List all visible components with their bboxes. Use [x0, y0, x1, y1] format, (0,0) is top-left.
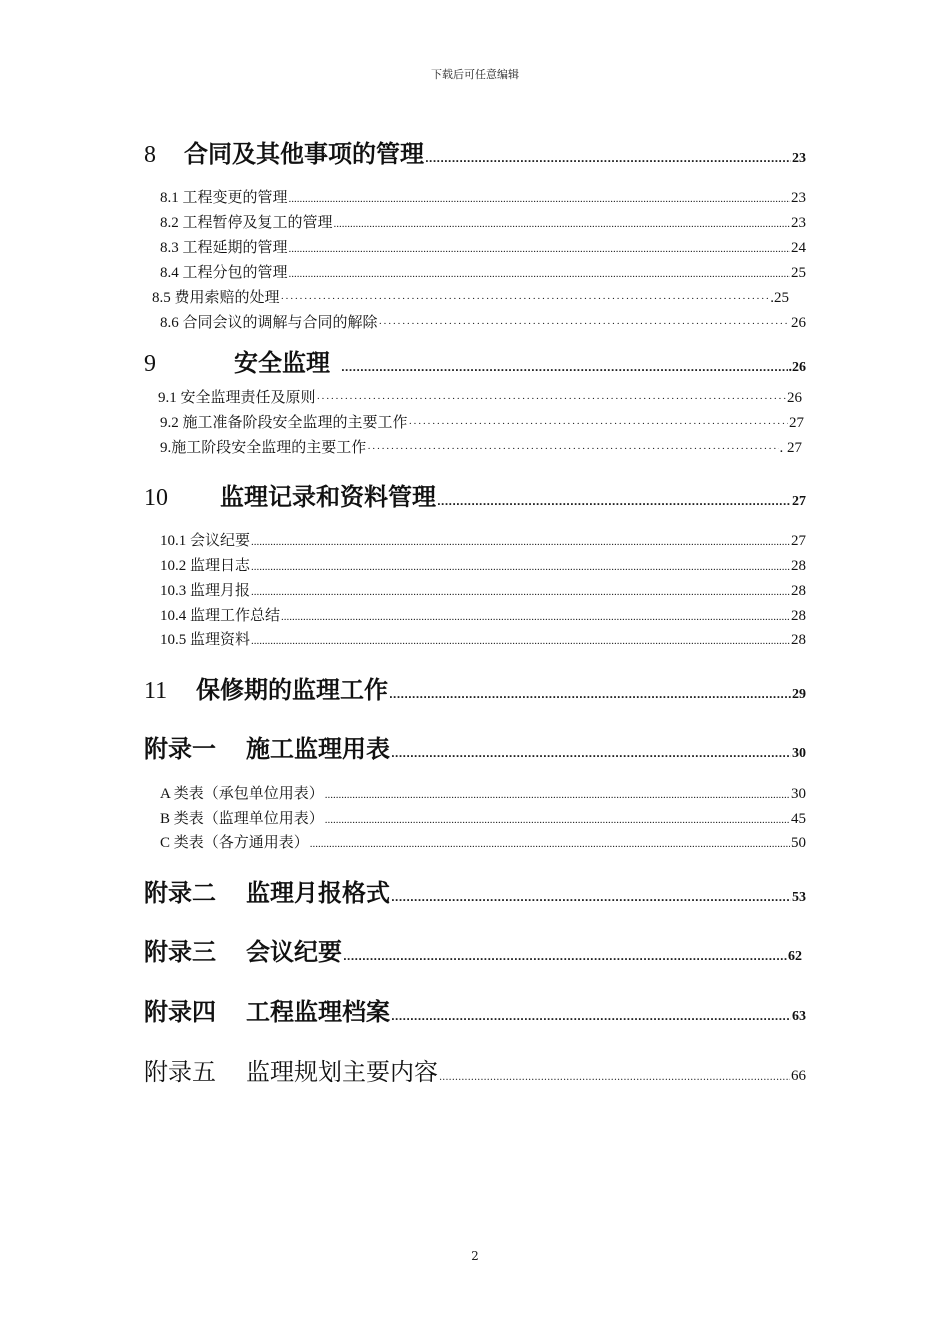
- toc-number: 附录一: [144, 735, 216, 763]
- toc-leader: [343, 952, 787, 963]
- toc-entry-10-5[interactable]: [160, 628, 806, 649]
- toc-entry-appendix-5[interactable]: [144, 1052, 806, 1087]
- toc-entry-8-2[interactable]: [160, 211, 806, 232]
- toc-label: 监理月报格式: [246, 879, 390, 907]
- toc-entry-9-1[interactable]: [158, 386, 802, 407]
- toc-page: 28: [791, 632, 806, 648]
- toc-label: 10.4 监理工作总结: [160, 608, 281, 624]
- page-header: 下载后可任意编辑: [431, 68, 519, 81]
- toc-page: 24: [791, 240, 806, 256]
- toc-entry-8-4[interactable]: [160, 261, 806, 282]
- toc-label: 10.3 监理月报: [160, 583, 251, 599]
- toc-label: 监理记录和资料管理: [220, 483, 436, 511]
- toc-leader: [281, 611, 790, 623]
- toc-label: 9.2 施工准备阶段安全监理的主要工作: [160, 415, 408, 431]
- toc-number: 9: [144, 351, 156, 377]
- toc-entry-appendix-3[interactable]: [144, 932, 802, 967]
- toc-page: 30: [792, 746, 806, 761]
- toc-label: 保修期的监理工作: [196, 676, 388, 704]
- toc-leader: [251, 536, 790, 548]
- toc-page: 45: [791, 811, 806, 827]
- toc-page: 66: [791, 1068, 806, 1084]
- toc-label: 9.1 安全监理责任及原则: [158, 390, 316, 406]
- toc-page: 28: [791, 608, 806, 624]
- toc-entry-10-3[interactable]: [160, 579, 806, 600]
- toc-entry-10-1[interactable]: [160, 529, 806, 550]
- toc-label: B 类表（监理单位用表）: [160, 811, 324, 827]
- toc-leader: [251, 635, 790, 647]
- toc-number: 11: [144, 678, 168, 704]
- toc-label: 监理规划主要内容: [246, 1058, 438, 1086]
- toc-entry-appendix-1-c[interactable]: [160, 831, 806, 852]
- toc-page: .26: [788, 360, 806, 375]
- toc-number: 附录三: [144, 938, 216, 966]
- toc-page: 27: [789, 415, 804, 431]
- toc-page: 50: [791, 835, 806, 851]
- toc-entry-10-2[interactable]: [160, 554, 806, 575]
- toc-page: 23: [791, 190, 806, 206]
- toc-page: 28: [791, 583, 806, 599]
- toc-leader: [317, 393, 786, 405]
- toc-entry-appendix-2[interactable]: [144, 873, 806, 908]
- toc-leader: [391, 1012, 791, 1023]
- toc-leader: [391, 893, 791, 904]
- toc-page: 63: [792, 1009, 806, 1024]
- toc-leader: [325, 789, 790, 801]
- toc-page: .25: [770, 290, 789, 306]
- toc-entry-10-4[interactable]: [160, 604, 806, 625]
- toc-label: 会议纪要: [246, 938, 342, 966]
- toc-page: 27: [791, 533, 806, 549]
- toc-entry-appendix-4[interactable]: [144, 992, 806, 1027]
- toc-leader: [409, 418, 788, 430]
- toc-entry-8-1[interactable]: [160, 186, 806, 207]
- toc-page: 30: [791, 786, 806, 802]
- toc-label: 8.6 合同会议的调解与合同的解除: [160, 315, 378, 331]
- toc-entry-8-6[interactable]: [160, 311, 806, 332]
- toc-label: 10.5 监理资料: [160, 632, 251, 648]
- toc-label: 9.施工阶段安全监理的主要工作: [160, 440, 367, 456]
- toc-leader: [437, 497, 791, 508]
- toc-label: 8.2 工程暂停及复工的管理: [160, 215, 333, 231]
- toc-leader: [334, 218, 790, 230]
- toc-label: 10.1 会议纪要: [160, 533, 251, 549]
- toc-leader: [389, 690, 791, 701]
- toc-leader: [379, 318, 790, 330]
- toc-number: 附录二: [144, 879, 216, 907]
- toc-entry-section-9[interactable]: [144, 343, 806, 378]
- toc-page: 28: [791, 558, 806, 574]
- toc-entry-appendix-1-b[interactable]: [160, 807, 806, 828]
- toc-page: 26: [791, 315, 806, 331]
- toc-leader: [367, 443, 778, 455]
- page-number: 2: [471, 1249, 479, 1263]
- toc-leader: [251, 561, 790, 573]
- toc-label: 安全监理: [234, 349, 330, 377]
- toc-entry-8-5[interactable]: [152, 286, 789, 307]
- toc-label: C 类表（各方通用表）: [160, 835, 309, 851]
- toc-leader: [251, 586, 790, 598]
- toc-label: 8.1 工程变更的管理: [160, 190, 288, 206]
- toc-page: . 27: [779, 440, 802, 456]
- toc-label: 8.3 工程延期的管理: [160, 240, 288, 256]
- toc-leader: [289, 193, 790, 205]
- toc-entry-section-8[interactable]: [144, 134, 806, 169]
- toc-page: 29: [792, 687, 806, 702]
- toc-entry-8-3[interactable]: [160, 236, 806, 257]
- toc-label: 工程监理档案: [246, 998, 390, 1026]
- toc-label: 10.2 监理日志: [160, 558, 251, 574]
- toc-entry-section-11[interactable]: [144, 670, 806, 705]
- toc-page: 25: [791, 265, 806, 281]
- toc-entry-appendix-1[interactable]: [144, 729, 806, 764]
- toc-leader: [425, 154, 791, 165]
- toc-entry-section-10[interactable]: [144, 477, 806, 512]
- toc-label: A 类表（承包单位用表）: [160, 786, 324, 802]
- toc-number: 8: [144, 142, 156, 168]
- toc-number: 10: [144, 485, 168, 511]
- toc-label: 合同及其他事项的管理: [184, 140, 424, 168]
- toc-leader: [289, 243, 790, 255]
- toc-leader: [310, 838, 790, 850]
- toc-page: 53: [792, 890, 806, 905]
- toc-number: 附录五: [144, 1058, 216, 1086]
- toc-leader: [281, 293, 770, 305]
- toc-label: 施工监理用表: [246, 735, 390, 763]
- toc-label: 8.5 费用索赔的处理: [152, 290, 280, 306]
- toc-page: 27: [792, 494, 806, 509]
- toc-leader: [289, 268, 790, 280]
- toc-page: 62: [788, 949, 802, 964]
- toc-page: 23: [791, 215, 806, 231]
- toc-leader: [391, 749, 791, 760]
- toc-leader: [325, 814, 790, 826]
- toc-number: 附录四: [144, 998, 216, 1026]
- toc-label: 8.4 工程分包的管理: [160, 265, 288, 281]
- toc-entry-appendix-1-a[interactable]: [160, 782, 806, 803]
- toc-page: 26: [787, 390, 802, 406]
- toc-page: 23: [792, 151, 806, 166]
- toc-leader: [439, 1072, 790, 1083]
- toc-entry-9-3[interactable]: [160, 436, 802, 457]
- toc-leader: [341, 363, 788, 374]
- toc-entry-9-2[interactable]: [160, 411, 804, 432]
